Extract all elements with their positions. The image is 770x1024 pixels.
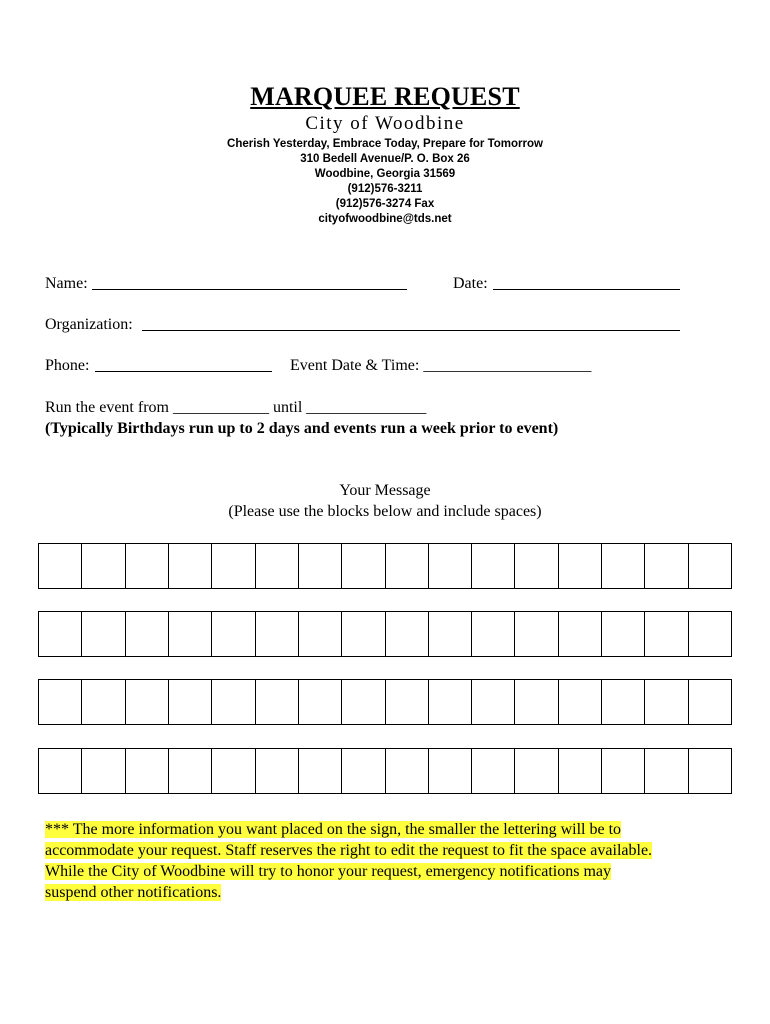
message-block[interactable] (429, 612, 472, 656)
message-block[interactable] (342, 544, 385, 588)
organization-label: Organization: (45, 316, 133, 333)
message-block[interactable] (515, 749, 558, 793)
message-block[interactable] (689, 612, 731, 656)
message-row (38, 543, 732, 589)
message-block[interactable] (559, 612, 602, 656)
message-block[interactable] (212, 612, 255, 656)
message-block[interactable] (212, 544, 255, 588)
message-block[interactable] (472, 749, 515, 793)
message-block[interactable] (559, 680, 602, 724)
message-block[interactable] (429, 749, 472, 793)
tagline: Cherish Yesterday, Embrace Today, Prepare for Tomorrow (227, 138, 543, 150)
message-block[interactable] (472, 680, 515, 724)
email-address: cityofwoodbine@tds.net (318, 213, 452, 225)
page-title: MARQUEE REQUEST (250, 82, 520, 111)
message-block[interactable] (299, 680, 342, 724)
message-block[interactable] (559, 544, 602, 588)
message-block[interactable] (256, 612, 299, 656)
message-block[interactable] (126, 544, 169, 588)
message-block[interactable] (515, 544, 558, 588)
run-dates-note: (Typically Birthdays run up to 2 days and events run a week prior to event) (45, 420, 559, 437)
message-block[interactable] (386, 680, 429, 724)
message-block[interactable] (689, 544, 731, 588)
message-block[interactable] (689, 749, 731, 793)
message-block[interactable] (342, 749, 385, 793)
message-block[interactable] (39, 612, 82, 656)
message-block[interactable] (472, 544, 515, 588)
event-date-time-field[interactable]: Event Date & Time: _____________________ (290, 357, 592, 374)
message-block[interactable] (299, 749, 342, 793)
disclaimer-line-1: *** The more information you want placed on the sign, the smaller the lettering will be to (45, 821, 622, 838)
phone-label: Phone: (45, 357, 90, 374)
message-block[interactable] (602, 680, 645, 724)
message-row (38, 748, 732, 794)
message-block[interactable] (39, 680, 82, 724)
message-block[interactable] (82, 680, 125, 724)
message-block[interactable] (602, 612, 645, 656)
message-block[interactable] (689, 680, 731, 724)
phone-number: (912)576-3211 (347, 183, 423, 195)
message-block[interactable] (299, 544, 342, 588)
message-block[interactable] (256, 544, 299, 588)
message-block[interactable] (342, 680, 385, 724)
message-block[interactable] (645, 612, 688, 656)
date-field[interactable] (493, 289, 680, 290)
message-block[interactable] (472, 612, 515, 656)
message-block[interactable] (126, 612, 169, 656)
message-block[interactable] (169, 680, 212, 724)
disclaimer-line-2: accommodate your request. Staff reserves the right to edit the request to fit the space available. (45, 842, 653, 859)
name-label: Name: (45, 275, 88, 292)
address-line-1: 310 Bedell Avenue/P. O. Box 26 (300, 153, 470, 165)
message-block[interactable] (602, 749, 645, 793)
message-block[interactable] (82, 544, 125, 588)
message-block[interactable] (299, 612, 342, 656)
message-block[interactable] (169, 544, 212, 588)
organization-field[interactable] (142, 330, 680, 331)
disclaimer-line-4: suspend other notifications. (45, 884, 222, 901)
message-block[interactable] (602, 544, 645, 588)
message-block[interactable] (39, 544, 82, 588)
message-block[interactable] (386, 749, 429, 793)
message-row (38, 611, 732, 657)
message-block[interactable] (645, 680, 688, 724)
phone-field[interactable] (95, 371, 272, 372)
name-field[interactable] (92, 289, 407, 290)
message-block[interactable] (169, 749, 212, 793)
date-label: Date: (453, 275, 488, 292)
message-block[interactable] (39, 749, 82, 793)
message-block[interactable] (342, 612, 385, 656)
message-row (38, 679, 732, 725)
disclaimer-line-3: While the City of Woodbine will try to honor your request, emergency notifications may (45, 863, 611, 880)
message-block[interactable] (212, 680, 255, 724)
message-block[interactable] (126, 680, 169, 724)
city-name: City of Woodbine (305, 113, 465, 134)
message-block[interactable] (256, 749, 299, 793)
message-block[interactable] (212, 749, 255, 793)
message-block[interactable] (256, 680, 299, 724)
message-block[interactable] (645, 749, 688, 793)
message-block[interactable] (559, 749, 602, 793)
message-block[interactable] (429, 544, 472, 588)
message-instructions: (Please use the blocks below and include spaces) (228, 503, 542, 520)
message-block[interactable] (429, 680, 472, 724)
message-block[interactable] (515, 612, 558, 656)
run-dates-field[interactable]: Run the event from ____________ until _______________ (45, 399, 427, 416)
disclaimer (45, 819, 735, 903)
message-block[interactable] (386, 544, 429, 588)
message-block[interactable] (645, 544, 688, 588)
message-block[interactable] (386, 612, 429, 656)
message-block[interactable] (82, 749, 125, 793)
message-block[interactable] (515, 680, 558, 724)
message-block[interactable] (126, 749, 169, 793)
message-heading: Your Message (339, 482, 431, 499)
fax-number: (912)576-3274 Fax (335, 198, 435, 210)
address-line-2: Woodbine, Georgia 31569 (314, 168, 456, 180)
message-block[interactable] (169, 612, 212, 656)
message-block[interactable] (82, 612, 125, 656)
